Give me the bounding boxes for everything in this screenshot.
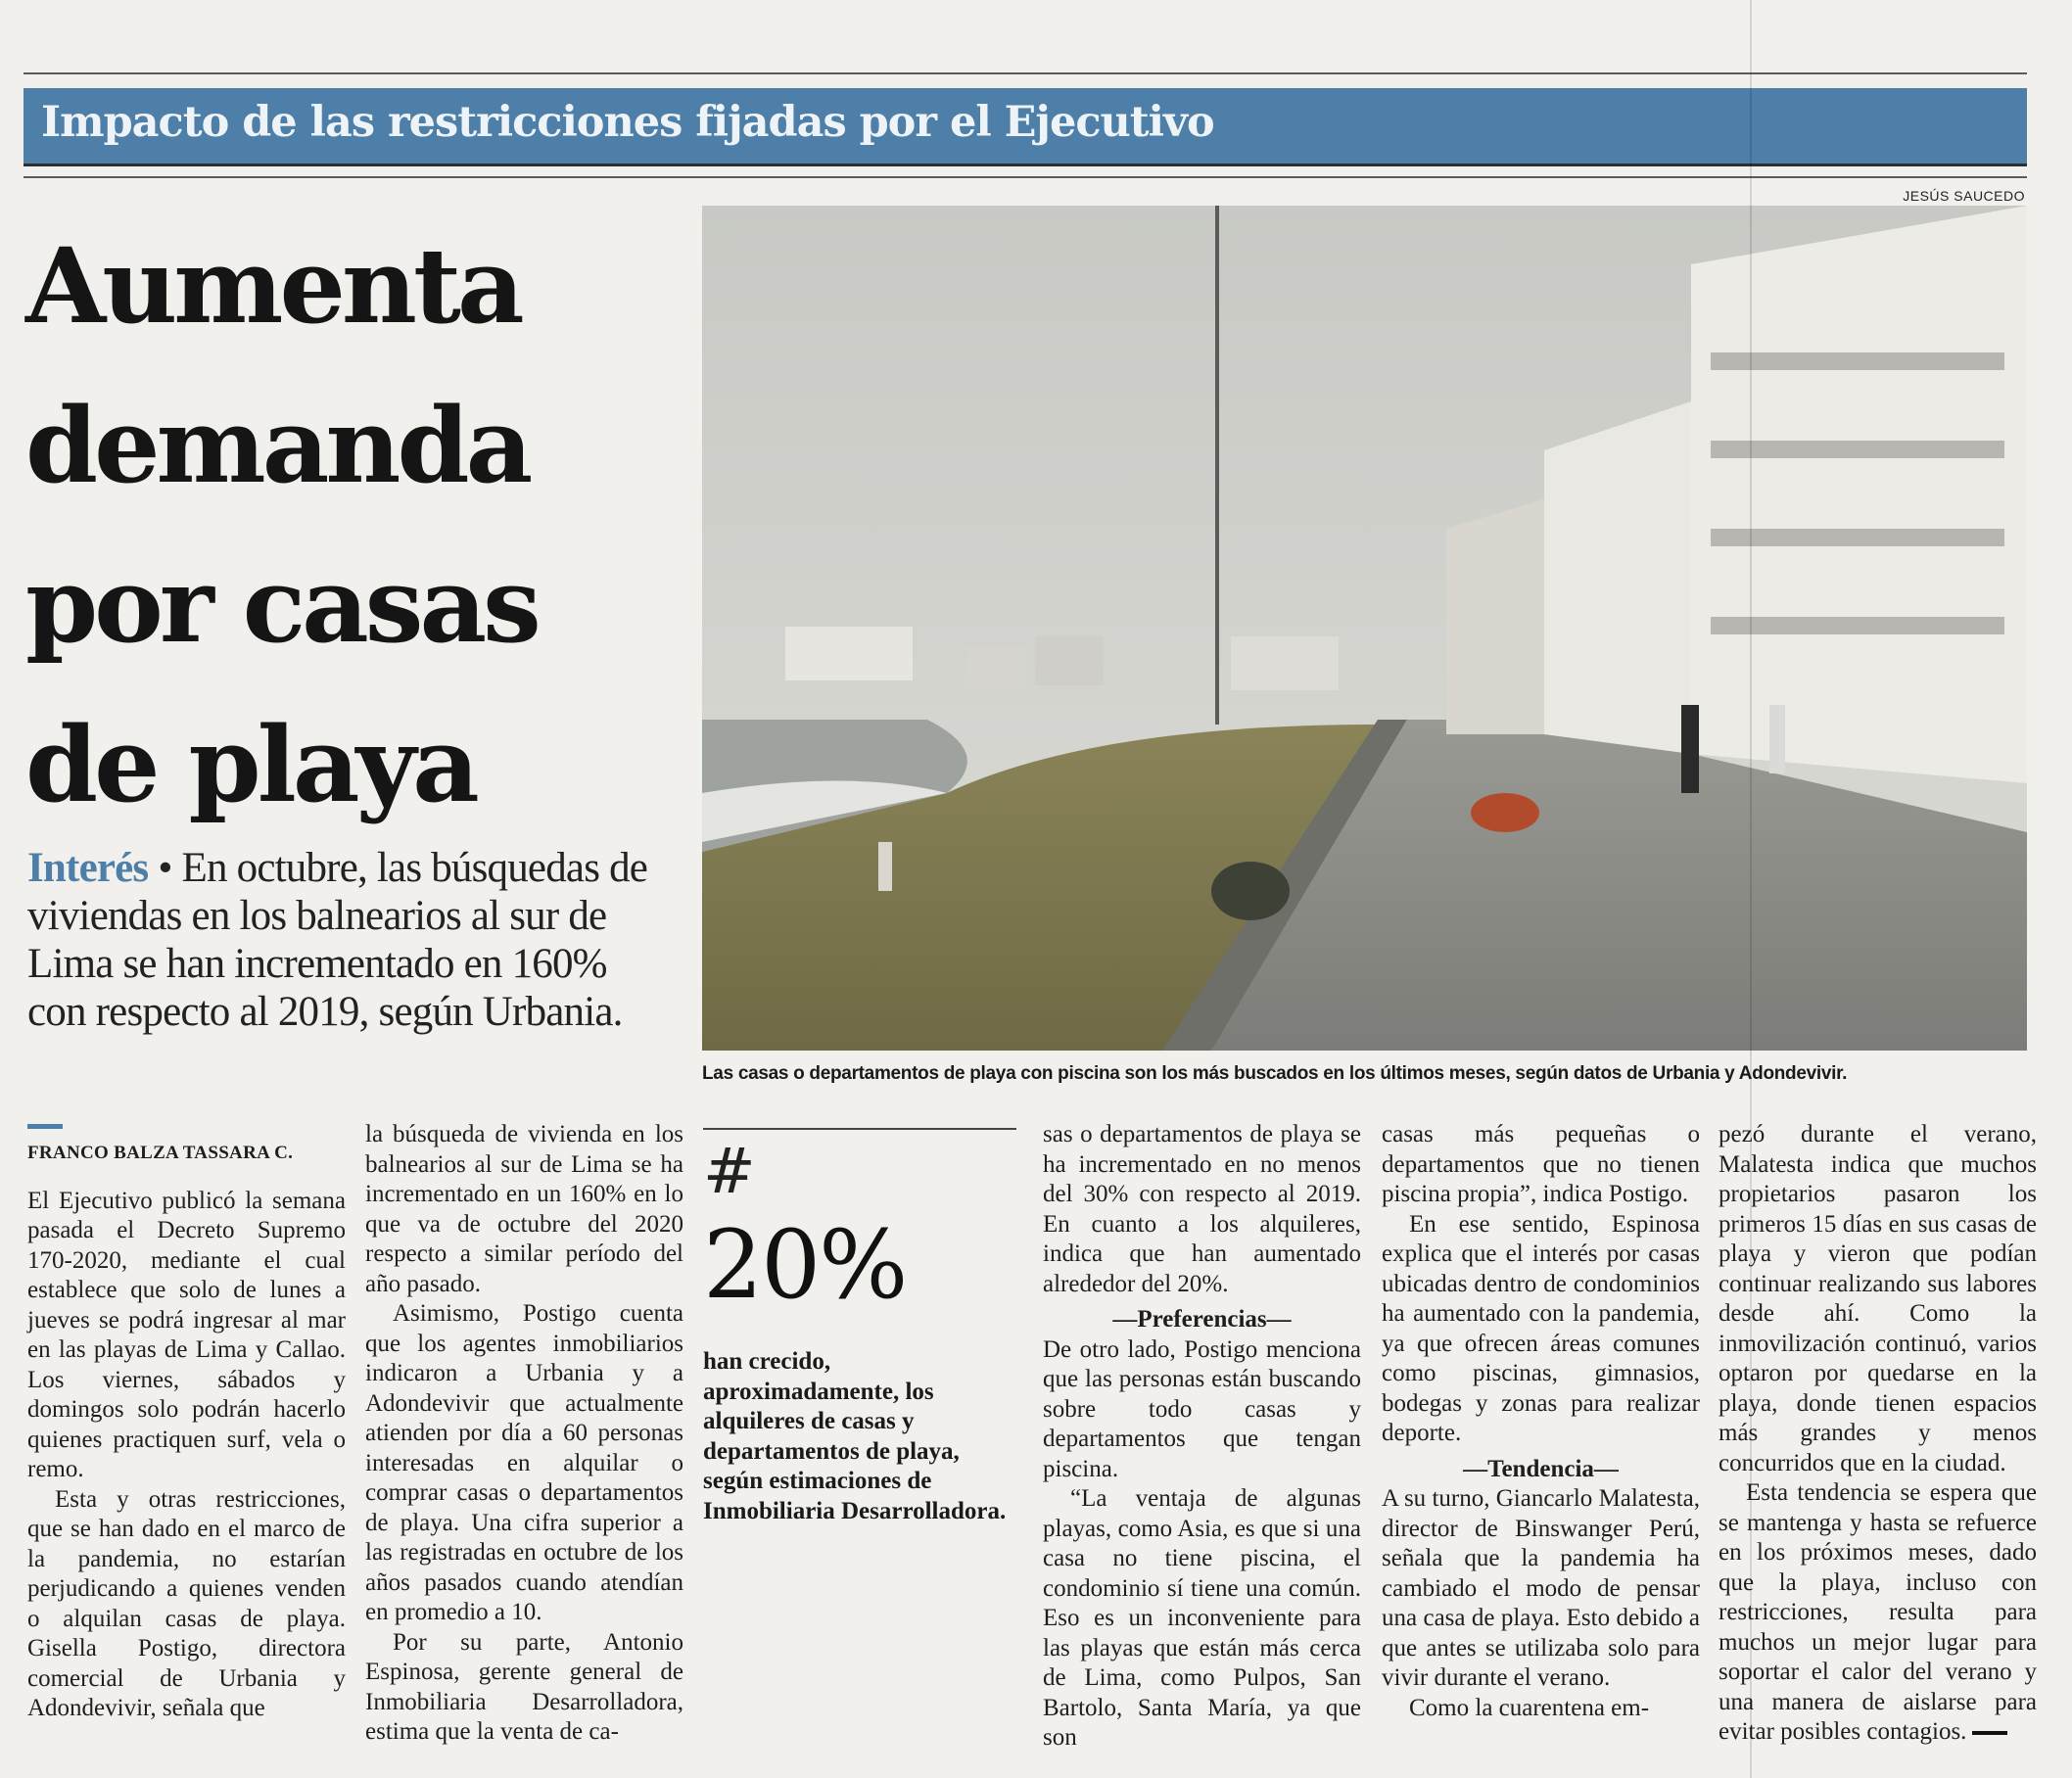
beach-photo: [702, 206, 2027, 1051]
section-title: Impacto de las restricciones fijadas por el Ejecutivo: [41, 98, 1214, 147]
headline-line: por casas: [25, 543, 538, 666]
lede-separator: •: [158, 845, 172, 891]
paragraph: pezó durante el verano, Malatesta indica que muchos propietarios pasaron los primeros 15 días en sus casas de playa y vieron que podían continuar realizando sus labores desde ahí. Como la inmovilización continuó, varios optaron por quedarse en la playa, donde tienen espacios más grandes y menos concurridos que en la ciudad.: [1719, 1121, 2037, 1476]
hash-icon: #: [703, 1136, 756, 1208]
headline: [25, 206, 672, 844]
stat-box: [703, 1128, 1016, 1526]
article-column-3: [1043, 1120, 1361, 1754]
paragraph: la búsqueda de vivienda en los balnearios al sur de Lima se ha incrementado en un 160% en lo que va de octubre del 2020 respecto a similar período del año pasado.: [365, 1121, 683, 1297]
paragraph: sas o departamentos de playa se ha incrementado en no menos del 30% con respecto al 2019. En cuanto a los alquileres, indica que han aumentado alrededor del 20%.: [1043, 1121, 1361, 1297]
page-fold: [1750, 0, 1752, 1778]
headline-line: Aumenta: [25, 224, 521, 347]
paragraph: El Ejecutivo publicó la semana pasada el Decreto Supremo 170-2020, mediante el cual establece que solo de lunes a jueves se podrá ingresar al mar en las playas de Lima y Callao. Los viernes, sábados y domingos solo podrán hacerlo quienes practiquen surf, vela o remo.: [27, 1187, 346, 1482]
subhead-tendencia: —Tendencia—: [1463, 1455, 1619, 1482]
paragraph: “La ventaja de algunas playas, como Asia, es que si una casa no tiene piscina, el condominio sí tiene una común. Eso es un inconveniente para las playas que están más cerca de Lima, como Pulpos, San Bartolo, Santa María, ya que son: [1043, 1485, 1361, 1751]
lede-text: En octubre, las búsquedas de viviendas en los balnearios al sur de Lima se han incrementado en 160% con respecto al 2019, según Urbania.: [27, 845, 648, 1035]
paragraph-text: Esta tendencia se espera que se mantenga y hasta se refuerce en los próximos meses, dado que la playa, incluso con restricciones, resulta para muchos un mejor lugar para soportar el calor del verano y una manera de aislarse para evitar posibles contagios.: [1719, 1479, 2037, 1745]
top-rule: [24, 72, 2027, 74]
end-mark: [1972, 1731, 2007, 1735]
paragraph: Como la cuarentena em-: [1409, 1694, 1650, 1721]
stat-text: han crecido, aproximadamente, los alquileres de casas y departamentos de playa, según estimaciones de Inmobiliaria Desarrolladora.: [703, 1348, 1007, 1524]
article-column-5: [1719, 1120, 2037, 1748]
article-column-4: [1382, 1120, 1700, 1723]
headline-line: de playa: [25, 703, 476, 825]
subhead-preferencias: —Preferencias—: [1112, 1306, 1292, 1333]
byline: FRANCO BALZA TASSARA C.: [27, 1143, 294, 1163]
article-column-2: [365, 1120, 683, 1748]
paragraph: A su turno, Giancarlo Malatesta, director de Binswanger Perú, señala que la pandemia ha cambiado el modo de pensar una casa de playa. Esto debido a que antes se utilizaba solo para vivir durante el verano.: [1382, 1485, 1700, 1691]
paragraph: De otro lado, Postigo menciona que las personas están buscando sobre todo casas y departamentos que tengan piscina.: [1043, 1335, 1361, 1482]
stat-rule: [703, 1128, 1016, 1130]
banner-underline: [24, 176, 2027, 178]
photo-credit: JESÚS SAUCEDO: [1903, 188, 2025, 204]
headline-line: demanda: [25, 384, 530, 506]
lede-label: Interés: [27, 845, 149, 891]
paragraph: Esta y otras restricciones, que se han dado en el marco de la pandemia, no estarían perjudicando a quienes venden o alquilan casas de playa. Gisella Postigo, directora comercial de Urbania y Adondevivir, señala que: [27, 1485, 346, 1721]
article-column-1: [27, 1120, 346, 1724]
stat-value: 20%: [703, 1210, 907, 1320]
paragraph: casas más pequeñas o departamentos que no tienen piscina propia”, indica Postigo.: [1382, 1121, 1700, 1207]
photo-caption: Las casas o departamentos de playa con piscina son los más buscados en los últimos meses, según datos de Urbania y Adondevivir.: [702, 1063, 1848, 1084]
lede: [27, 844, 674, 1036]
paragraph: En ese sentido, Espinosa explica que el interés por casas ubicadas dentro de condominios ha aumentado con la pandemia, ya que ofrecen áreas comunes como piscinas, gimnasios, bodegas y zonas para realizar deporte.: [1382, 1210, 1700, 1446]
byline-dash: [27, 1124, 63, 1129]
beach-promenade-image: [702, 206, 2027, 1051]
paragraph: Por su parte, Antonio Espinosa, gerente general de Inmobiliaria Desarrolladora, estima que la venta de ca-: [365, 1628, 683, 1745]
section-banner: [24, 88, 2027, 166]
paragraph: Asimismo, Postigo cuenta que los agentes inmobiliarios indicaron a Urbania y a Adondevivir que actualmente atienden por día a 60 personas interesadas en alquilar o comprar casas o departamentos de playa. Una cifra superior a las registradas en octubre de los años pasados cuando atendían en promedio a 10.: [365, 1300, 683, 1625]
paragraph: [1719, 1478, 2037, 1748]
